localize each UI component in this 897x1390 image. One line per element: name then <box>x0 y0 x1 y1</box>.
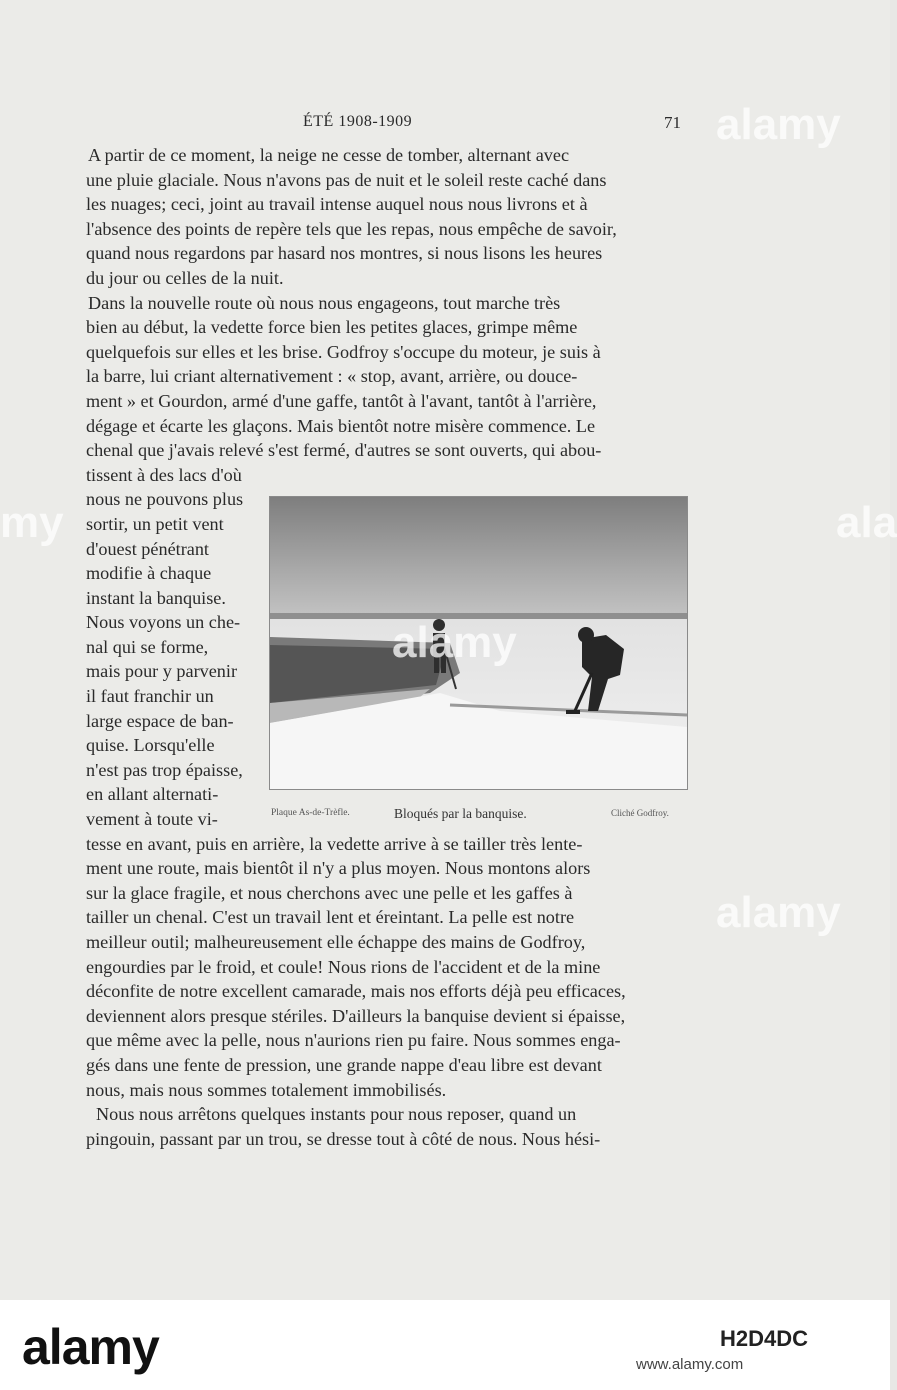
text-line: deviennent alors presque stériles. D'ailleurs la banquise devient si épaisse, <box>86 1005 626 1026</box>
text-line: A partir de ce moment, la neige ne cesse de tomber, alternant avec <box>88 145 570 165</box>
alamy-logo: alamy <box>22 1319 159 1375</box>
text-line: modifie à chaque <box>86 563 212 584</box>
text-line: sortir, un petit vent <box>86 513 224 534</box>
watermark-text: alamy <box>716 888 841 937</box>
text-line: meilleur outil; malheureusement elle échappe des mains de Godfroy, <box>86 932 586 952</box>
text-line: Nous voyons un che- <box>86 612 241 633</box>
running-head: ÉTÉ 1908-1909 <box>303 113 413 130</box>
text-line: tailler un chenal. C'est un travail lent et éreintant. La pelle est notre <box>86 907 575 928</box>
text-line: large espace de ban- <box>86 710 234 731</box>
text-line: la barre, lui criant alternativement : « stop, avant, arrière, ou douce- <box>86 366 578 387</box>
text-line: il faut franchir un <box>86 686 214 707</box>
text-line: l'absence des points de repère tels que les repas, nous empêche de savoir, <box>86 218 617 239</box>
text-line: les nuages; ceci, joint au travail intense auquel nous nous livrons et à <box>86 194 588 215</box>
text-line: en allant alternati- <box>86 784 219 805</box>
text-line: nous, mais nous sommes totalement immobilisés. <box>86 1079 447 1100</box>
text-line: chenal que j'avais relevé s'est fermé, d'autres se sont ouverts, qui abou- <box>86 440 602 461</box>
text-line: dégage et écarte les glaçons. Mais bientôt notre misère commence. Le <box>86 415 596 436</box>
text-line: vement à toute vi- <box>86 809 218 830</box>
caption-credit: Cliché Godfroy. <box>611 808 669 818</box>
text-line: que même avec la pelle, nous n'aurions rien pu faire. Nous sommes enga- <box>86 1030 621 1051</box>
text-line: tissent à des lacs d'où <box>86 464 242 485</box>
text-line: n'est pas trop épaisse, <box>86 759 243 780</box>
text-line: déconfite de notre excellent camarade, mais nos efforts déjà peu efficaces, <box>86 981 626 1002</box>
image-id: H2D4DC <box>720 1326 809 1351</box>
watermark-text: alamy <box>392 618 517 667</box>
text-line: d'ouest pénétrant <box>86 538 209 559</box>
text-line: quand nous regardons par hasard nos montres, si nous lisons les heures <box>86 243 603 264</box>
paragraph-2-continued <box>86 832 686 1103</box>
text-line: ment une route, mais bientôt il n'y a plus moyen. Nous montons alors <box>86 858 591 879</box>
text-line: ment » et Gourdon, armé d'une gaffe, tantôt à l'avant, tantôt à l'arrière, <box>86 390 597 411</box>
caption-plate: Plaque As-de-Trèfle. <box>271 808 350 818</box>
text-line: du jour ou celles de la nuit. <box>86 267 284 288</box>
watermark-text: my <box>0 498 64 547</box>
text-line: bien au début, la vedette force bien les petites glaces, grimpe même <box>86 317 578 338</box>
text-line: nal qui se forme, <box>86 636 209 657</box>
figure-caption <box>269 806 687 826</box>
text-line: pingouin, passant par un trou, se dresse tout à côté de nous. Nous hési- <box>86 1128 601 1149</box>
text-line: quelquefois sur elles et les brise. Godfroy s'occupe du moteur, je suis à <box>86 341 601 362</box>
text-line: instant la banquise. <box>86 587 226 608</box>
text-line: une pluie glaciale. Nous n'avons pas de nuit et le soleil reste caché dans <box>86 169 607 190</box>
text-line: tesse en avant, puis en arrière, la vedette arrive à se tailler très lente- <box>86 833 583 854</box>
text-line: mais pour y parvenir <box>86 661 238 682</box>
text-line: Dans la nouvelle route où nous nous engageons, tout marche très <box>88 292 561 313</box>
paragraph-2 <box>88 291 686 463</box>
text-line: sur la glace fragile, et nous cherchons avec une pelle et les gaffes à <box>86 882 573 903</box>
text-line: engourdies par le froid, et coule! Nous rions de l'accident et de la mine <box>86 956 601 977</box>
watermark-text: alamy <box>716 100 841 149</box>
paragraph-3 <box>88 1102 686 1151</box>
text-line: gés dans une fente de pression, une grande nappe d'eau libre est devant <box>86 1054 602 1075</box>
text-line: quise. Lorsqu'elle <box>86 735 215 756</box>
wrapped-text-column <box>86 463 244 832</box>
watermark-text: ala <box>836 498 897 547</box>
page-number: 71 <box>664 113 681 132</box>
site-url: www.alamy.com <box>636 1356 744 1373</box>
paragraph-1 <box>88 143 686 291</box>
caption-title: Bloqués par la banquise. <box>394 806 527 821</box>
text-line: nous ne pouvons plus <box>86 489 244 510</box>
text-line: Nous nous arrêtons quelques instants pour nous reposer, quand un <box>96 1104 577 1125</box>
